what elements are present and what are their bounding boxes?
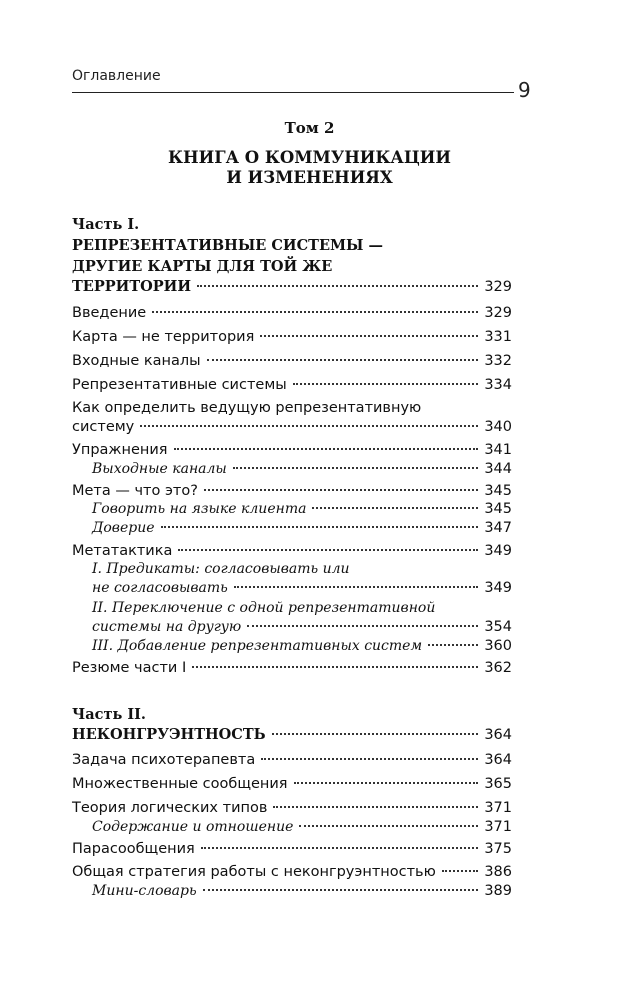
dot-leader [140,425,478,427]
entry-title: Метатактика [72,543,173,559]
page-ref: 329 [484,279,512,295]
page-ref: 360 [484,638,512,654]
subentry-title-line2: системы на другую [92,619,242,635]
page-ref: 371 [484,800,512,816]
entry-title: Упражнения [72,442,168,458]
dot-leader [260,335,478,337]
page-ref: 329 [484,305,512,321]
dot-leader [442,870,479,872]
page-ref: 341 [484,442,512,458]
dot-leader [272,733,479,735]
entry-title: Теория логических типов [72,800,268,816]
dot-leader [234,586,479,588]
entry-title: Общая стратегия работы с неконгруэнтностью [72,864,436,880]
toc-entry[interactable] [72,375,512,395]
entry-title: Мета — что это? [72,483,198,499]
toc-subentry[interactable] [92,617,512,637]
subentry-title: Говорить на языке клиента [92,501,307,517]
part2-heading: Часть II. [72,706,146,723]
volume-title-line2: И ИЗМЕНЕНИЯХ [226,168,393,187]
entry-title: Введение [72,305,147,321]
page-ref: 362 [484,660,512,676]
dot-leader [273,806,478,808]
toc-subentry[interactable] [92,636,512,656]
dot-leader [233,467,478,469]
section-title: Оглавление [72,68,161,84]
page-ref: 371 [484,819,512,835]
dot-leader [197,285,478,287]
part1-title-line3: ТЕРРИТОРИИ [72,278,192,295]
part2-title: НЕКОНГРУЭНТНОСТЬ [72,726,266,743]
subentry-title-line1[interactable]: II. Переключение с одной репрезентативной [92,600,436,616]
entry-title: Репрезентативные системы [72,377,287,393]
page-ref: 332 [484,353,512,369]
toc-subentry[interactable] [92,499,512,519]
volume-number: Том 2 [284,119,335,137]
page-ref: 345 [484,501,512,517]
toc-entry[interactable] [72,481,512,501]
page-ref: 331 [484,329,512,345]
entry-title: Задача психотерапевта [72,752,256,768]
dot-leader [207,359,479,361]
dot-leader [161,526,479,528]
subentry-title: III. Добавление репрезентативных систем [92,638,423,654]
entry-title-line1[interactable]: Как определить ведущую репрезентативную [72,400,422,416]
toc-subentry[interactable] [92,881,512,901]
toc-entry[interactable] [72,351,512,371]
entry-title-line2: систему [72,419,135,435]
dot-leader [312,507,478,509]
toc-entry[interactable] [72,862,512,882]
toc-entry[interactable] [72,440,512,460]
entry-title: Резюме части I [72,660,187,676]
toc-entry[interactable] [72,798,512,818]
page-ref: 344 [484,461,512,477]
page-ref: 375 [484,841,512,857]
toc-subentry[interactable] [92,459,512,479]
dot-leader [152,311,478,313]
entry-title: Парасообщения [72,841,195,857]
header-divider [72,92,514,93]
page-ref: 340 [484,419,512,435]
toc-entry[interactable] [72,327,512,347]
toc-entry[interactable] [72,541,512,561]
entry-title: Входные каналы [72,353,201,369]
page-ref: 349 [484,580,512,596]
part1-title-line2: ДРУГИЕ КАРТЫ ДЛЯ ТОЙ ЖЕ [72,258,333,275]
toc-subentry[interactable] [92,578,512,598]
toc-entry[interactable] [72,774,512,794]
page-ref: 345 [484,483,512,499]
toc-entry[interactable] [72,417,512,437]
volume-title-line1: КНИГА О КОММУНИКАЦИИ [168,148,451,167]
part1-title-line1: РЕПРЕЗЕНТАТИВНЫЕ СИСТЕМЫ — [72,237,384,254]
page-ref: 389 [484,883,512,899]
page-ref: 364 [484,752,512,768]
toc-subentry[interactable] [92,518,512,538]
subentry-title: Мини-словарь [92,883,197,899]
subentry-title: Выходные каналы [92,461,227,477]
page-ref: 386 [484,864,512,880]
toc-entry[interactable] [72,725,512,745]
page-ref: 334 [484,377,512,393]
subentry-title: Доверие [92,520,155,536]
page-ref: 364 [484,727,512,743]
toc-entry[interactable] [72,277,512,297]
toc-entry[interactable] [72,750,512,770]
dot-leader [178,549,478,551]
toc-subentry[interactable] [92,817,512,837]
entry-title: Множественные сообщения [72,776,288,792]
page-ref: 347 [484,520,512,536]
subentry-title-line2: не согласовывать [92,580,228,596]
dot-leader [203,889,479,891]
subentry-title: Содержание и отношение [92,819,294,835]
toc-entry[interactable] [72,303,512,323]
dot-leader [299,825,478,827]
part1-heading: Часть I. [72,216,140,233]
dot-leader [204,489,478,491]
toc-entry[interactable] [72,658,512,678]
page-ref: 365 [484,776,512,792]
toc-entry[interactable] [72,839,512,859]
dot-leader [201,847,479,849]
page-number: 9 [518,78,531,102]
dot-leader [294,782,479,784]
dot-leader [192,666,478,668]
dot-leader [428,644,478,646]
dot-leader [293,383,479,385]
entry-title: Карта — не территория [72,329,255,345]
dot-leader [247,625,478,627]
dot-leader [261,758,478,760]
page-ref: 349 [484,543,512,559]
subentry-title-line1[interactable]: I. Предикаты: согласовывать или [92,561,350,577]
dot-leader [174,448,479,450]
page-ref: 354 [484,619,512,635]
